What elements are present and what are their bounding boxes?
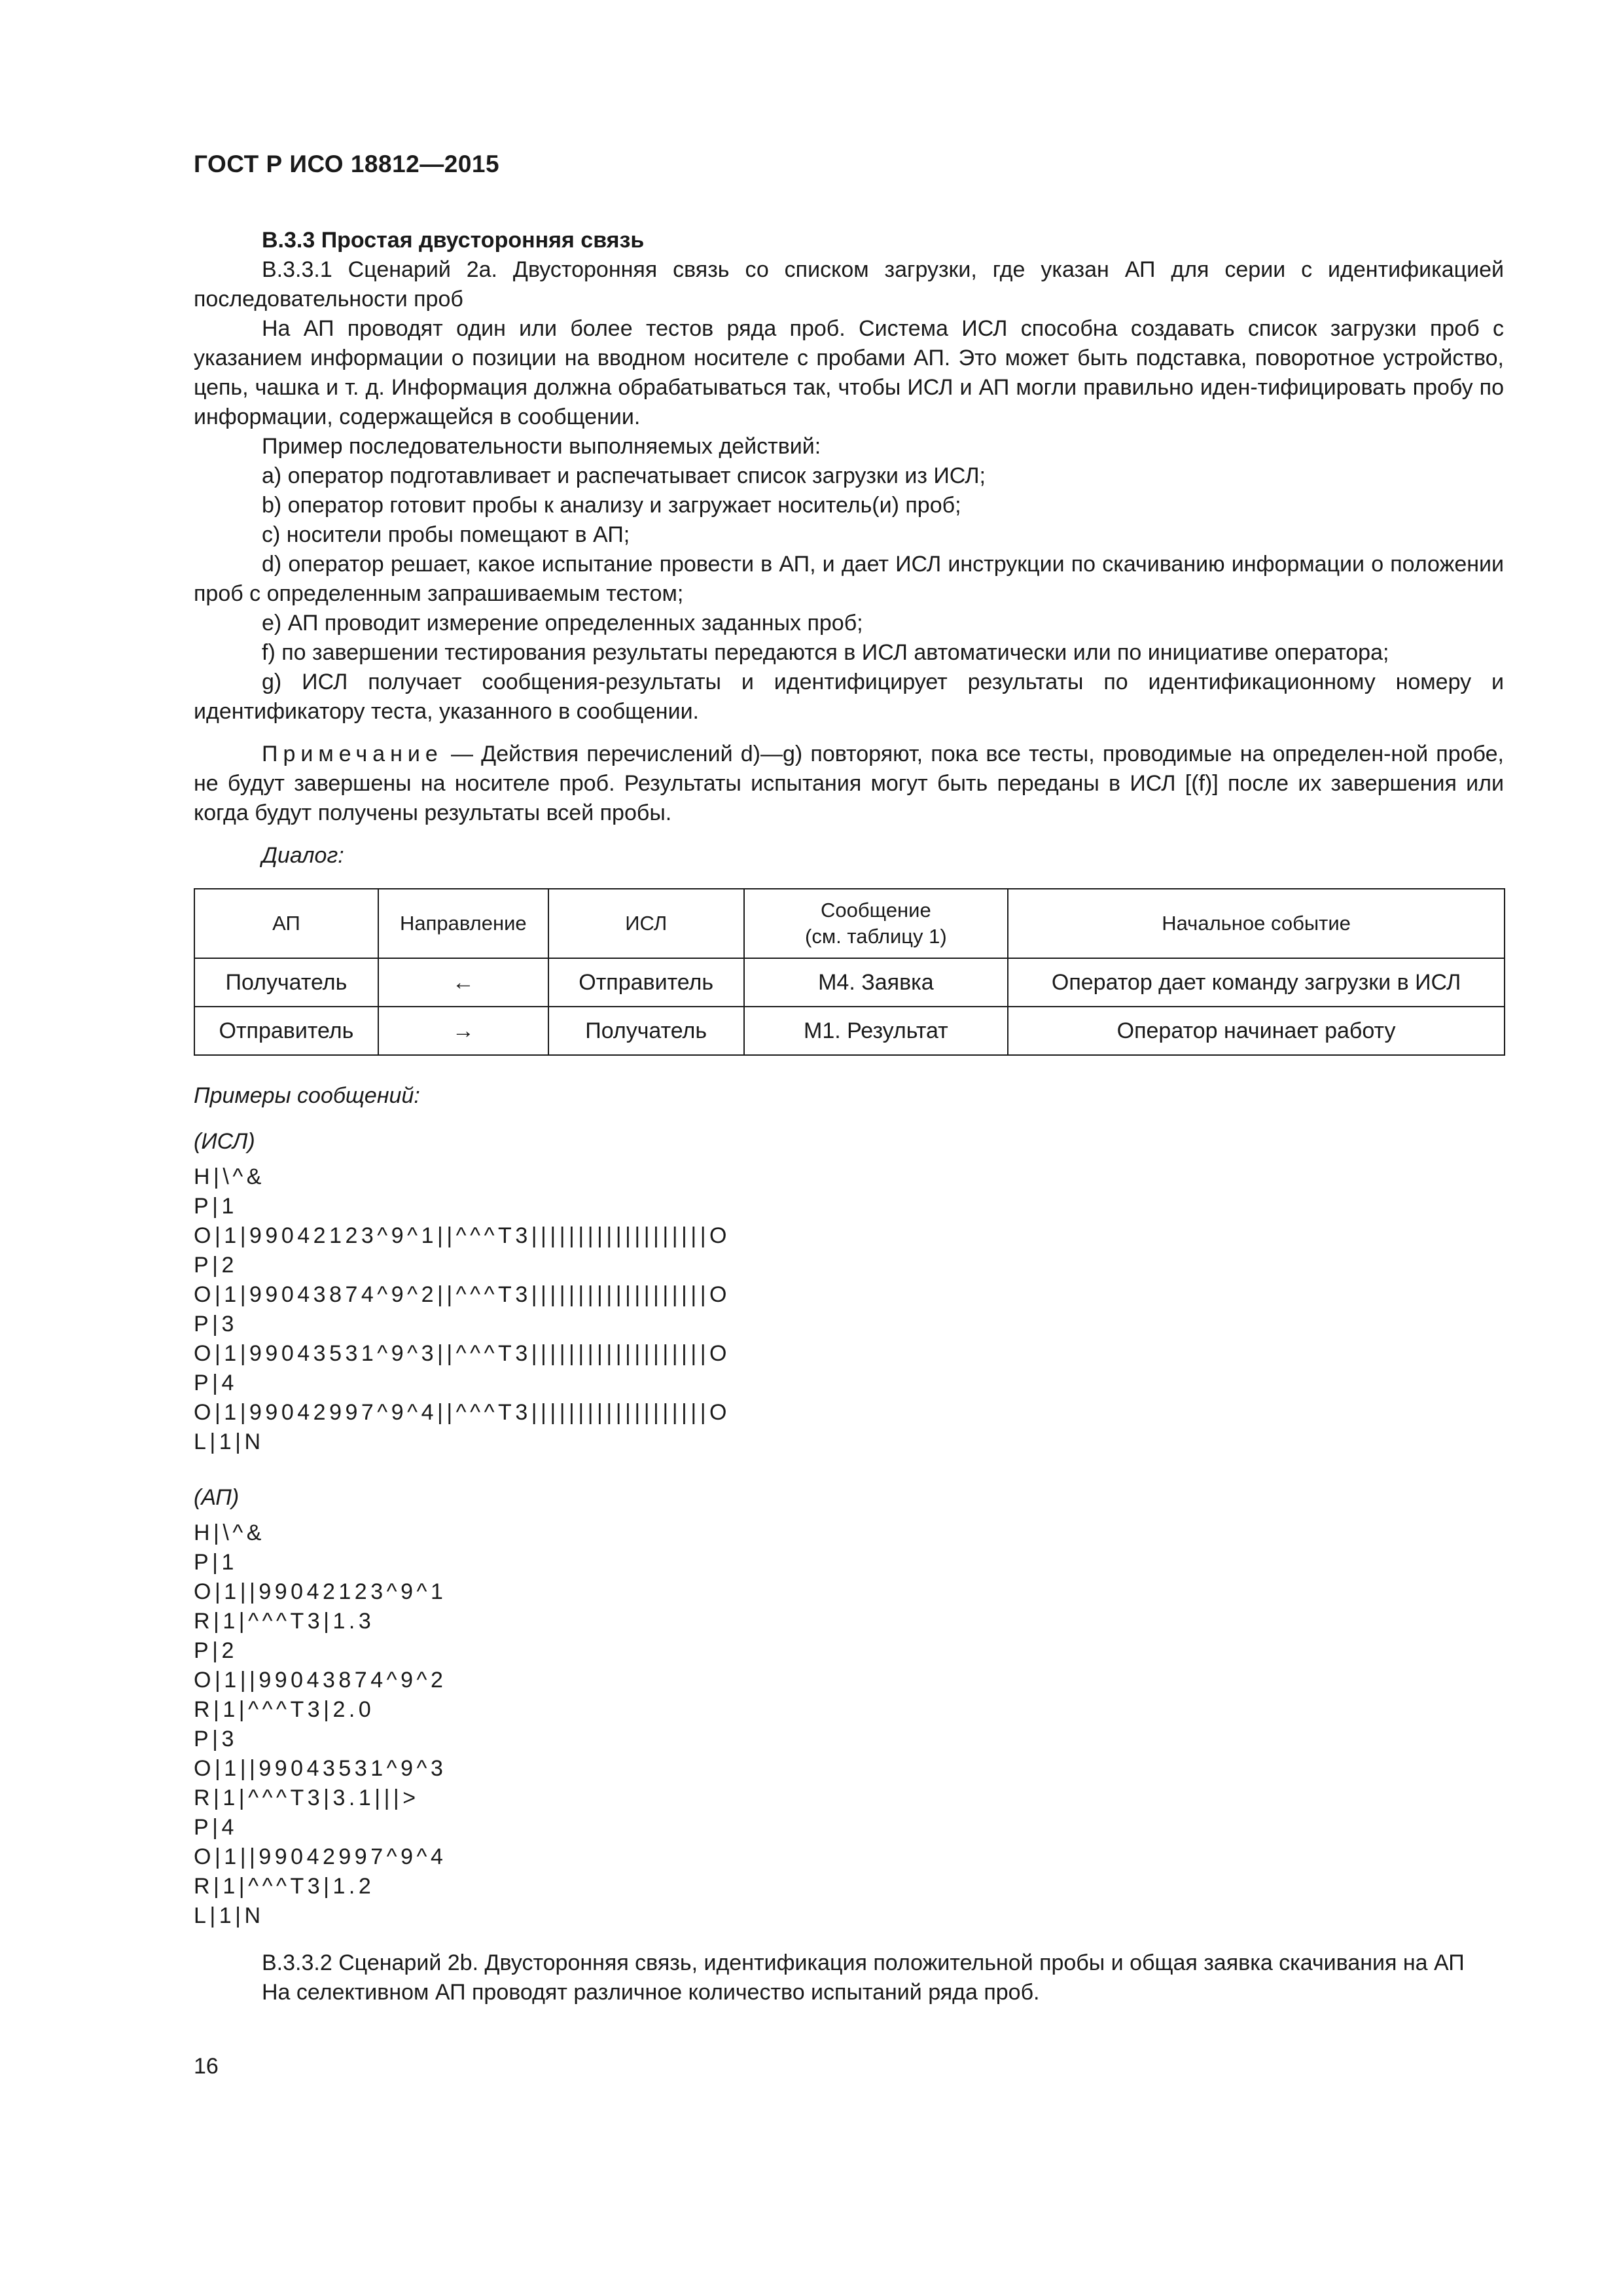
scenario-2a-text: На АП проводят один или более тестов ряда проб. Система ИСЛ способна создавать список загрузки проб с указанием информации о позиции на вводном носителе с пробами АП. Это может быть подставка, поворотное устройство, цепь, чашка и т. д. Информация должна обрабатываться так, чтобы ИСЛ и АП могли правильно иден-тифицировать пробу по информации, содержащейся в сообщении. [194,316,1504,429]
code-line: P|4 [194,1815,238,1840]
table-cell: Оператор дает команду загрузки в ИСЛ [1008,958,1505,1007]
scenario-2b-title: В.3.3.2 Сценарий 2b. Двусторонняя связь, идентификация положительной пробы и общая заявка скачивания на АП [262,1950,1465,1975]
ap-message-block [194,1518,446,1931]
ap-label: (АП) [194,1485,240,1510]
header-cell-event: Начальное событие [1008,889,1505,958]
step-item: b) оператор готовит пробы к анализу и загружает носитель(и) проб; [262,493,961,518]
code-line: R|1|^^^T3|1.2 [194,1874,375,1899]
document-header: ГОСТ Р ИСО 18812—2015 [194,151,500,177]
code-line: O|1|99043874^9^2||^^^T3|||||||||||||||||||O [194,1282,730,1307]
scenario-2b-text: На селективном АП проводят различное количество испытаний ряда проб. [262,1980,1040,2005]
isl-message-block [194,1162,730,1457]
code-line: R|1|^^^T3|2.0 [194,1697,375,1722]
code-line: O|1|99042997^9^4||^^^T3|||||||||||||||||||O [194,1400,730,1425]
code-line: L|1|N [194,1903,264,1928]
step-item: a) оператор подготавливает и распечатывает список загрузки из ИСЛ; [262,463,986,488]
code-line: H|\^& [194,1164,265,1189]
dialog-table [194,888,1505,1056]
table-cell: Получатель [548,1007,744,1055]
header-message-line1: Сообщение [821,899,931,922]
code-line: L|1|N [194,1429,264,1454]
scenario-2a-title: В.3.3.1 Сценарий 2а. Двусторонняя связь со списком загрузки, где указан АП для серии с идентификацией последовательности проб [194,257,1504,312]
code-line: H|\^& [194,1520,265,1545]
table-cell: Оператор начинает работу [1008,1007,1505,1055]
dialog-label: Диалог: [262,843,344,868]
code-line: P|2 [194,1638,238,1663]
step-item: g) ИСЛ получает сообщения-результаты и идентифицирует результаты по идентификационному номеру и идентификатору теста, указанного в сообщении. [194,670,1504,724]
code-line: O|1||99042997^9^4 [194,1844,447,1869]
direction-arrow-right-icon: → [378,1007,548,1055]
code-line: R|1|^^^T3|1.3 [194,1609,375,1634]
header-cell-ap: АП [194,889,378,958]
note-text: — Действия перечислений d)—g) повторяют, пока все тесты, проводимые на определен-ной пробе, не будут завершены на носителе проб. Результаты испытания могут быть переданы в ИСЛ [(f)] после их завершения или когда будут получены результаты всей пробы. [194,742,1504,825]
isl-label: (ИСЛ) [194,1129,255,1154]
step-item: e) АП проводит измерение определенных заданных проб; [262,611,863,636]
code-line: R|1|^^^T3|3.1|||> [194,1785,419,1810]
table-header-row [194,889,1505,958]
table-row [194,958,1505,1007]
sequence-intro: Пример последовательности выполняемых действий: [262,434,821,459]
header-cell-direction: Направление [378,889,548,958]
examples-label: Примеры сообщений: [194,1083,420,1108]
code-line: O|1|99043531^9^3||^^^T3|||||||||||||||||||O [194,1341,730,1366]
header-message-line2: (см. таблицу 1) [805,925,947,948]
step-item: f) по завершении тестирования результаты передаются в ИСЛ автоматически или по инициативе оператора; [262,640,1389,665]
step-item: d) оператор решает, какое испытание провести в АП, и дает ИСЛ инструкции по скачиванию информации о положении проб с определенным запрашиваемым тестом; [194,552,1504,606]
header-cell-isl: ИСЛ [548,889,744,958]
header-cell-message [744,889,1008,958]
code-line: O|1|99042123^9^1||^^^T3|||||||||||||||||||O [194,1223,730,1248]
table-cell: Получатель [194,958,378,1007]
section-heading: В.3.3 Простая двусторонняя связь [262,228,645,253]
table-row [194,1007,1505,1055]
note [194,740,1504,828]
table-cell: M1. Результат [744,1007,1008,1055]
code-line: P|3 [194,1727,238,1751]
code-line: P|2 [194,1253,238,1278]
table-cell: Отправитель [548,958,744,1007]
direction-arrow-left-icon: ← [378,958,548,1007]
code-line: O|1||99042123^9^1 [194,1579,447,1604]
step-item: c) носители пробы помещают в АП; [262,522,630,547]
code-line: O|1||99043874^9^2 [194,1668,447,1693]
section-body [194,226,1504,870]
table-cell: M4. Заявка [744,958,1008,1007]
code-line: P|3 [194,1312,238,1336]
code-line: P|1 [194,1194,238,1219]
code-line: P|4 [194,1371,238,1395]
code-line: P|1 [194,1550,238,1575]
scenario-2b [194,1948,1504,2007]
note-label: Примечание [262,742,443,766]
code-line: O|1||99043531^9^3 [194,1756,447,1781]
table-cell: Отправитель [194,1007,378,1055]
page-number: 16 [194,2054,219,2079]
